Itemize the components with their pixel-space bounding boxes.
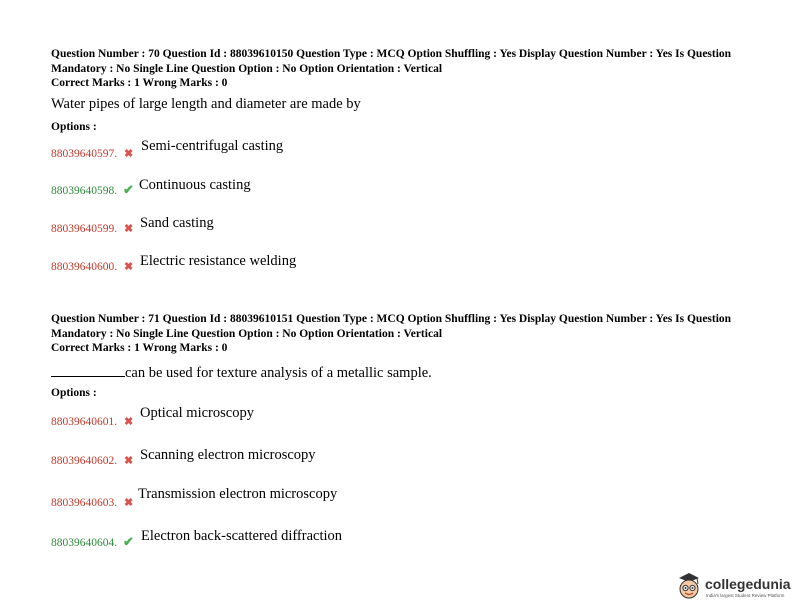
collegedunia-logo[interactable] <box>676 572 791 604</box>
option-88039640603[interactable] <box>51 486 651 509</box>
option-text: Continuous casting <box>139 177 251 193</box>
option-id: 88039640601. <box>51 416 118 428</box>
option-text: Sand casting <box>140 215 214 231</box>
cross-icon: ✖ <box>124 223 134 235</box>
option-id: 88039640603. <box>51 497 118 509</box>
logo-name: collegedunia <box>705 576 791 592</box>
question-70-meta: Question Number : 70 Question Id : 88039610150 Question Type : MCQ Option Shuffling : Yes Display Question Number : Yes Is Question Mandatory : No Single Line Question Option : No Option Orientation : Vertical <box>51 48 732 75</box>
option-text: Optical microscopy <box>140 405 254 421</box>
question-71-text: can be used for texture analysis of a metallic sample. <box>125 365 432 381</box>
question-70-marks: Correct Marks : 1 Wrong Marks : 0 <box>51 77 228 89</box>
option-text: Semi-centrifugal casting <box>141 138 284 154</box>
option-text: Electron back-scattered diffraction <box>141 528 343 544</box>
question-71-meta: Question Number : 71 Question Id : 88039610151 Question Type : MCQ Option Shuffling : Yes Display Question Number : Yes Is Question Mandatory : No Single Line Question Option : No Option Orientation : Vertical <box>51 313 732 340</box>
cross-icon: ✖ <box>124 497 134 509</box>
option-id: 88039640598. <box>51 185 118 197</box>
cross-icon: ✖ <box>124 148 134 160</box>
question-70-options-label: Options : <box>51 121 97 133</box>
option-id: 88039640597. <box>51 148 118 160</box>
check-icon: ✔ <box>123 182 134 197</box>
option-text: Electric resistance welding <box>140 253 297 269</box>
check-icon: ✔ <box>123 534 134 549</box>
option-88039640601[interactable] <box>51 405 651 428</box>
cross-icon: ✖ <box>124 416 134 428</box>
question-70-text: Water pipes of large length and diameter are made by <box>51 96 361 112</box>
option-text: Transmission electron microscopy <box>138 486 338 502</box>
question-71-marks: Correct Marks : 1 Wrong Marks : 0 <box>51 342 228 354</box>
cross-icon: ✖ <box>124 455 134 467</box>
option-88039640599[interactable] <box>51 215 651 238</box>
option-text: Scanning electron microscopy <box>140 447 316 463</box>
option-88039640602[interactable] <box>51 447 651 470</box>
option-88039640600[interactable] <box>51 253 651 276</box>
cross-icon: ✖ <box>124 261 134 273</box>
mascot-icon <box>676 572 702 600</box>
option-id: 88039640600. <box>51 261 118 273</box>
logo-tagline: India's largest Student Review Platform <box>706 593 785 598</box>
option-id: 88039640599. <box>51 223 118 235</box>
option-id: 88039640602. <box>51 455 118 467</box>
option-id: 88039640604. <box>51 537 118 549</box>
option-88039640598[interactable] <box>51 177 651 200</box>
answer-blank <box>51 365 125 377</box>
question-71-options-label: Options : <box>51 387 97 399</box>
question-71-text-row <box>51 365 432 382</box>
option-88039640597[interactable] <box>51 140 651 160</box>
option-88039640604[interactable] <box>51 528 651 552</box>
